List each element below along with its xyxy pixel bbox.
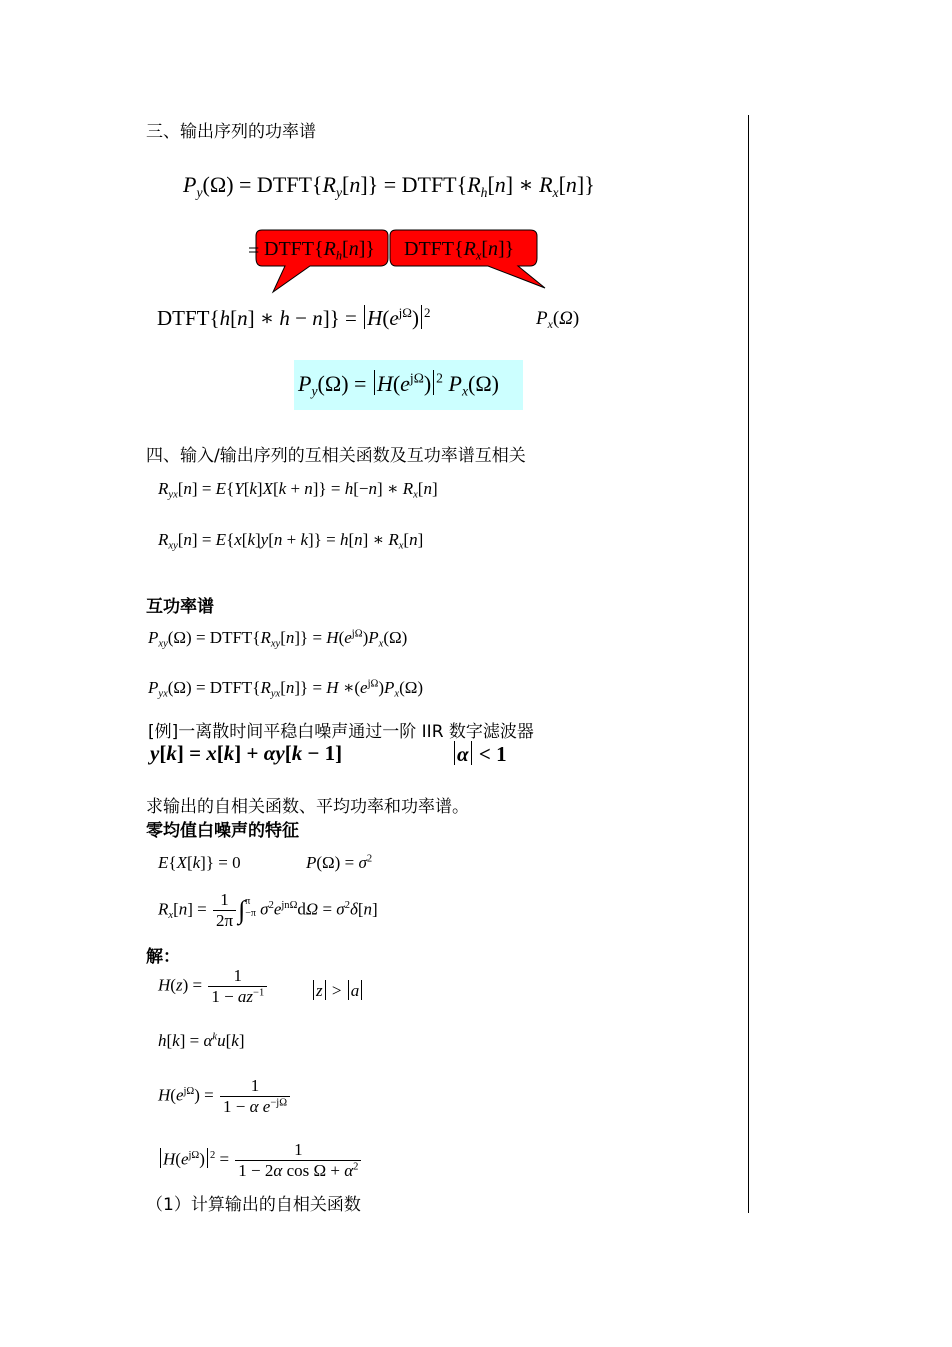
example-intro: [例]一离散时间平稳白噪声通过一阶 IIR 数字滤波器 bbox=[148, 722, 534, 742]
callout-left-text: $DTFT\{R_h[n]\}$ bbox=[264, 238, 375, 263]
hk-equation: $h[k] = \alpha^ku[k]$ bbox=[158, 1031, 245, 1050]
ryx-equation: $R_{yx}[n] = E\{Y[k]X[k + n]\} = h[-n]$ ∗ $R_x[n]$ bbox=[158, 479, 438, 501]
step1-text: （1）计算输出的自相关函数 bbox=[146, 1195, 361, 1215]
callout-equal: = bbox=[248, 240, 260, 262]
margin-rule bbox=[748, 115, 749, 1213]
pyx-equation: $P_{yx}(\Omega)$ = $DTFT\{R_{yx}[n]\} = H$ $∗(e^{j\Omega})P_x(\Omega)$ bbox=[148, 678, 424, 700]
cross-spectrum-title: 互功率谱 bbox=[146, 597, 214, 617]
mag2-equation: $H(e^{j\Omega}) ^2$ = $\frac{1}{1 - 2\alpha \cos \Omega + \alpha^2}$ bbox=[158, 1140, 363, 1181]
roc: z > a bbox=[311, 980, 364, 1001]
noise-psd: $P(\Omega) = \sigma^2$ bbox=[306, 853, 373, 872]
rxy-equation: $R_{xy}[n] = E\{x[k]y[n + k]\} = h[n]$ ∗ $R_x[n]$ bbox=[158, 530, 424, 552]
white-noise-title: 零均值白噪声的特征 bbox=[146, 821, 299, 841]
noise-autocorr: $R_x[n]$ = $\frac{1}{2\pi}$ ∫ π −π $\sigma^2e^{jn\Omega}d\Omega = \sigma^2\delta[n]$ bbox=[158, 890, 378, 930]
stability-condition: α < 1 bbox=[452, 741, 507, 767]
solution-title: 解： bbox=[146, 947, 180, 967]
section3-title: 三、输出序列的功率谱 bbox=[146, 122, 316, 142]
output-psd-equation: $P_y(\Omega)$ = $DTFT\{R_y[n]\}$ = $DTFT\{R_h[n]$ ∗ $R_x[n]$} bbox=[183, 172, 595, 200]
difference-equation: y[k] = x[k] + αy[k − 1] bbox=[150, 741, 343, 765]
section4-title: 四、输入/输出序列的互相关函数及互功率谱互相关 bbox=[146, 446, 526, 466]
dtft-h-equation: DTFT{h[n] ∗ $h - n]\} = H(e^{j\Omega})$ $^2$ bbox=[157, 305, 431, 330]
output-psd-result: $P_y(\Omega) = H(e^{j\Omega})$ $^2$ $P_x(\Omega)$ bbox=[298, 370, 500, 399]
px-label: $P_x(\Omega)$ bbox=[536, 308, 580, 332]
hz-equation: H(z) = $\frac{1}{1 - az^{-1}}$ bbox=[158, 966, 269, 1007]
example-task: 求输出的自相关函数、平均功率和功率谱。 bbox=[146, 797, 469, 817]
hejw-equation: $H(e^{j\Omega})$ = $\frac{1}{1 - \alpha e^{-j\Omega}}$ bbox=[158, 1076, 292, 1117]
callout-right-text: $DTFT\{R_x[n]\}$ bbox=[404, 238, 515, 263]
pxy-equation: $P_{xy}(\Omega)$ = $DTFT\{R_{xy}[n]\} = H(e^{j\Omega})P_x(\Omega)$ bbox=[148, 628, 408, 650]
noise-mean: E{X[k]} = 0 bbox=[158, 853, 241, 872]
